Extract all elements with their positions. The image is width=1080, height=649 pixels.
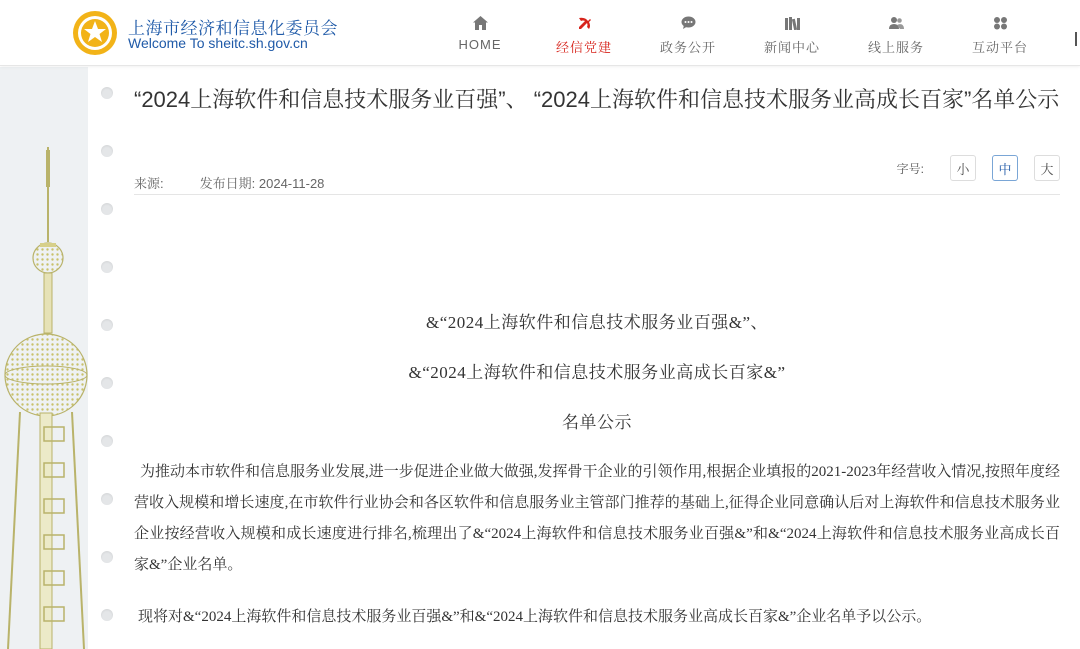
- nav-item-party[interactable]: [532, 0, 636, 66]
- nav-label-home: HOME: [458, 37, 502, 52]
- nav-item-news[interactable]: [740, 0, 844, 66]
- body-heading-line2: &“2024上海软件和信息技术服务业高成长百家&”: [408, 363, 786, 382]
- nav-item-gov-info[interactable]: [636, 0, 740, 66]
- notebook-binding: [88, 67, 126, 649]
- nav-item-interaction[interactable]: [948, 0, 1052, 66]
- binding-dot: [101, 319, 113, 331]
- body-paragraph-1: 为推动本市软件和信息服务业发展,进一步促进企业做大做强,发挥骨干企业的引领作用,根据企业填报的2021-2023年经营收入情况,按照年度经营收入规模和增长速度,在市软件行业协会和各区软件和信息服务业主管部门推荐的基础上,征得企业同意确认后对上海软件和信息技术服务业企业按经营收入规模和成长速度进行排名,梳理出了&“2024上海软件和信息技术服务业百强&”和&“2024上海软件和信息技术服务业高成长百家&”企业名单。: [134, 464, 1061, 573]
- books-icon: [784, 15, 800, 31]
- nav-item-home[interactable]: [428, 0, 532, 66]
- site-name-cn[interactable]: 上海市经济和信息化委员会: [128, 19, 338, 38]
- font-size-switcher: [897, 155, 1060, 181]
- binding-dot: [101, 261, 113, 273]
- body-heading-line3: 名单公示: [562, 413, 632, 432]
- article-meta: [134, 173, 324, 192]
- nav-overflow-edge: [1075, 32, 1077, 46]
- nav-item-online-service[interactable]: [844, 0, 948, 66]
- binding-dot: [101, 493, 113, 505]
- site-logo[interactable]: [72, 10, 118, 56]
- meta-divider: [134, 194, 1060, 195]
- users-icon: [888, 15, 904, 31]
- main-nav: [428, 0, 1052, 66]
- binding-dot: [101, 145, 113, 157]
- publish-date: 2024-11-28: [258, 176, 325, 191]
- party-emblem-icon: [576, 15, 592, 31]
- source-label: 来源:: [134, 176, 164, 191]
- binding-dot: [101, 551, 113, 563]
- left-decoration: [0, 67, 88, 649]
- article-title: “2024上海软件和信息技术服务业百强”、 “2024上海软件和信息技术服务业高成长百家”名单公示: [134, 87, 1060, 112]
- font-size-medium-button[interactable]: 中: [992, 155, 1018, 181]
- nav-label-online-service: 线上服务: [867, 40, 924, 55]
- nav-label-party: 经信党建: [555, 40, 612, 55]
- body-heading-line1: &“2024上海软件和信息技术服务业百强&”、: [425, 313, 769, 332]
- binding-dot: [101, 203, 113, 215]
- site-header: [0, 0, 1080, 66]
- nav-label-gov-info: 政务公开: [659, 40, 716, 55]
- body-paragraph-2: 现将对&“2024上海软件和信息技术服务业百强&”和&“2024上海软件和信息技术服务业高成长百家&”企业名单予以公示。: [138, 609, 932, 625]
- site-name-en[interactable]: Welcome To sheitc.sh.gov.cn: [128, 35, 308, 51]
- font-size-label: 字号:: [896, 161, 924, 176]
- nav-label-news: 新闻中心: [763, 40, 820, 55]
- binding-dot: [101, 377, 113, 389]
- font-size-small-button[interactable]: 小: [950, 155, 976, 181]
- home-icon: [472, 15, 488, 31]
- nav-label-interaction: 互动平台: [971, 40, 1028, 55]
- binding-dot: [101, 87, 113, 99]
- date-label: 发布日期:: [199, 176, 256, 191]
- tower-illustration: [0, 67, 88, 649]
- chat-bubble-icon: [680, 15, 696, 31]
- cluster-icon: [992, 15, 1008, 31]
- binding-dot: [101, 609, 113, 621]
- binding-dot: [101, 435, 113, 447]
- font-size-large-button[interactable]: 大: [1034, 155, 1060, 181]
